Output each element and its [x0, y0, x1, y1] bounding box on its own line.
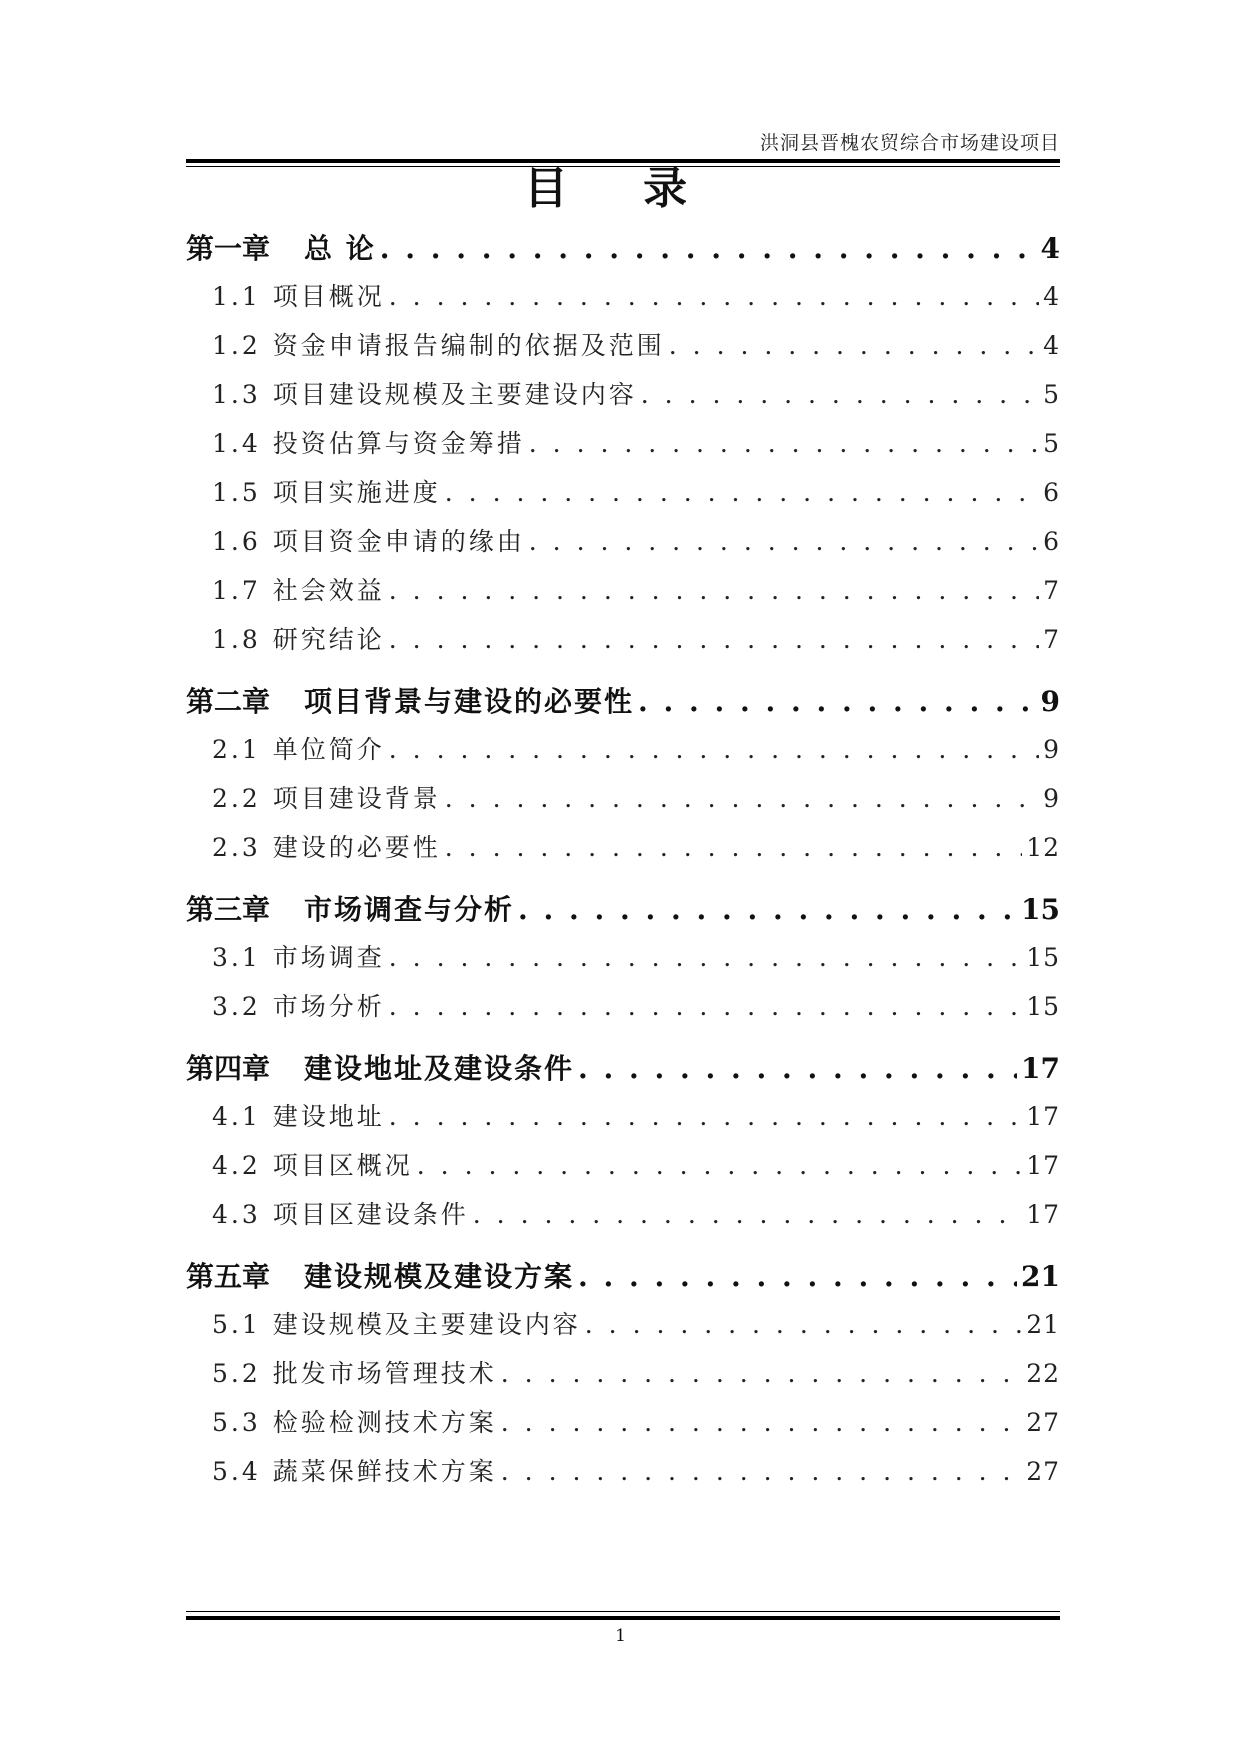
dot-leader: [389, 272, 1039, 321]
section-page-number: 7: [1043, 625, 1060, 654]
dot-leader: [417, 1141, 1022, 1190]
section-page-number: 5: [1043, 429, 1060, 458]
toc-section-entry[interactable]: [186, 823, 1060, 872]
toc-section-entry[interactable]: [186, 1141, 1060, 1190]
chapter-page-number: 21: [1021, 1260, 1060, 1293]
section-title: 项目建设规模及主要建设内容: [272, 380, 637, 409]
section-number: 1.5: [212, 478, 261, 507]
toc-section-entry[interactable]: [186, 517, 1060, 566]
section-title: 建设规模及主要建设内容: [272, 1310, 581, 1339]
chapter-page-number: 17: [1021, 1052, 1060, 1085]
chapter-title: 建设规模及建设方案: [304, 1260, 575, 1293]
toc-section-entry[interactable]: [186, 370, 1060, 419]
dot-leader: [445, 468, 1039, 517]
toc-section-entry[interactable]: [186, 1092, 1060, 1141]
section-title: 社会效益: [272, 576, 385, 605]
section-title: 项目建设背景: [272, 784, 441, 813]
dot-leader: [380, 225, 1037, 272]
section-title: 研究结论: [272, 625, 385, 654]
section-number: 4.3: [212, 1200, 261, 1229]
section-page-number: 9: [1043, 784, 1060, 813]
dot-leader: [501, 1349, 1022, 1398]
dot-leader: [529, 419, 1039, 468]
dot-leader: [389, 615, 1039, 664]
section-number: 5.3: [212, 1408, 261, 1437]
chapter-title: 项目背景与建设的必要性: [304, 685, 635, 718]
section-page-number: 27: [1026, 1408, 1060, 1437]
section-number: 3.1: [212, 943, 261, 972]
dot-leader: [389, 933, 1022, 982]
toc-section-entry[interactable]: [186, 566, 1060, 615]
section-title: 投资估算与资金筹措: [272, 429, 525, 458]
section-page-number: 6: [1043, 478, 1060, 507]
section-number: 1.4: [212, 429, 261, 458]
dot-leader: [578, 1253, 1017, 1300]
toc-section-entry[interactable]: [186, 321, 1060, 370]
toc-section-entry[interactable]: [186, 1300, 1060, 1349]
section-number: 2.2: [212, 784, 261, 813]
section-title: 项目资金申请的缘由: [272, 527, 525, 556]
section-number: 1.2: [212, 331, 261, 360]
dot-leader: [638, 678, 1036, 725]
toc-section-entry[interactable]: [186, 272, 1060, 321]
section-title: 项目区建设条件: [272, 1200, 469, 1229]
dot-leader: [501, 1398, 1022, 1447]
toc-chapter-entry[interactable]: [186, 1253, 1060, 1300]
toc-section-entry[interactable]: [186, 1447, 1060, 1496]
chapter-title: 建设地址及建设条件: [304, 1052, 575, 1085]
section-page-number: 9: [1043, 735, 1060, 764]
section-title: 批发市场管理技术: [272, 1359, 497, 1388]
section-number: 5.4: [212, 1457, 261, 1486]
section-page-number: 27: [1026, 1457, 1060, 1486]
section-number: 1.8: [212, 625, 261, 654]
section-number: 1.1: [212, 282, 261, 311]
section-title: 单位简介: [272, 735, 385, 764]
dot-leader: [389, 1092, 1022, 1141]
section-number: 4.2: [212, 1151, 261, 1180]
section-number: 5.1: [212, 1310, 261, 1339]
chapter-number: 第三章: [186, 893, 271, 926]
chapter-title: 市场调查与分析: [304, 893, 515, 926]
section-page-number: 15: [1026, 992, 1060, 1021]
toc-chapter-entry[interactable]: [186, 225, 1060, 272]
toc-section-entry[interactable]: [186, 1398, 1060, 1447]
toc-section-entry[interactable]: [186, 725, 1060, 774]
chapter-page-number: 9: [1040, 685, 1060, 718]
section-page-number: 17: [1026, 1200, 1060, 1229]
section-title: 市场调查: [272, 943, 385, 972]
chapter-number: 第一章: [186, 232, 271, 265]
dot-leader: [518, 886, 1017, 933]
chapter-title: 总 论: [304, 232, 376, 265]
section-page-number: 15: [1026, 943, 1060, 972]
section-title: 项目实施进度: [272, 478, 441, 507]
section-number: 2.1: [212, 735, 261, 764]
footer-rule-thick: [186, 1616, 1060, 1620]
section-title: 项目概况: [272, 282, 385, 311]
dot-leader: [641, 370, 1039, 419]
section-title: 建设地址: [272, 1102, 385, 1131]
dot-leader: [529, 517, 1039, 566]
toc-chapter-entry[interactable]: [186, 678, 1060, 725]
section-page-number: 4: [1043, 331, 1060, 360]
section-page-number: 17: [1026, 1151, 1060, 1180]
section-number: 2.3: [212, 833, 261, 862]
section-title: 蔬菜保鲜技术方案: [272, 1457, 497, 1486]
dot-leader: [389, 982, 1022, 1031]
toc-chapter-entry[interactable]: [186, 886, 1060, 933]
section-page-number: 21: [1026, 1310, 1060, 1339]
section-page-number: 12: [1026, 833, 1060, 862]
chapter-page-number: 15: [1021, 893, 1060, 926]
toc-section-entry[interactable]: [186, 982, 1060, 1031]
footer-rule-thin: [186, 1611, 1060, 1612]
toc-section-entry[interactable]: [186, 615, 1060, 664]
toc-title: 目 录: [523, 163, 718, 214]
section-number: 1.3: [212, 380, 261, 409]
dot-leader: [445, 823, 1022, 872]
chapter-number: 第五章: [186, 1260, 271, 1293]
toc-section-entry[interactable]: [186, 774, 1060, 823]
toc-section-entry[interactable]: [186, 1349, 1060, 1398]
section-title: 项目区概况: [272, 1151, 413, 1180]
running-header: 洪洞县晋槐农贸综合市场建设项目: [759, 132, 1060, 154]
dot-leader: [445, 774, 1039, 823]
toc-section-entry[interactable]: [186, 468, 1060, 517]
section-number: 1.7: [212, 576, 261, 605]
chapter-page-number: 4: [1040, 232, 1060, 265]
section-number: 4.1: [212, 1102, 261, 1131]
section-page-number: 17: [1026, 1102, 1060, 1131]
page-number: 1: [615, 1626, 626, 1646]
section-page-number: 22: [1026, 1359, 1060, 1388]
toc-section-entry[interactable]: [186, 1190, 1060, 1239]
dot-leader: [389, 725, 1039, 774]
section-title: 市场分析: [272, 992, 385, 1021]
dot-leader: [473, 1190, 1022, 1239]
section-number: 1.6: [212, 527, 261, 556]
dot-leader: [585, 1300, 1022, 1349]
section-number: 5.2: [212, 1359, 261, 1388]
section-page-number: 6: [1043, 527, 1060, 556]
toc-list: [186, 225, 1060, 1496]
toc-chapter-entry[interactable]: [186, 1045, 1060, 1092]
dot-leader: [389, 566, 1039, 615]
section-title: 建设的必要性: [272, 833, 441, 862]
toc-section-entry[interactable]: [186, 933, 1060, 982]
section-number: 3.2: [212, 992, 261, 1021]
dot-leader: [669, 321, 1039, 370]
section-page-number: 5: [1043, 380, 1060, 409]
chapter-number: 第二章: [186, 685, 271, 718]
section-title: 资金申请报告编制的依据及范围: [272, 331, 665, 360]
dot-leader: [578, 1045, 1017, 1092]
dot-leader: [501, 1447, 1022, 1496]
toc-section-entry[interactable]: [186, 419, 1060, 468]
section-page-number: 4: [1043, 282, 1060, 311]
chapter-number: 第四章: [186, 1052, 271, 1085]
section-title: 检验检测技术方案: [272, 1408, 497, 1437]
section-page-number: 7: [1043, 576, 1060, 605]
